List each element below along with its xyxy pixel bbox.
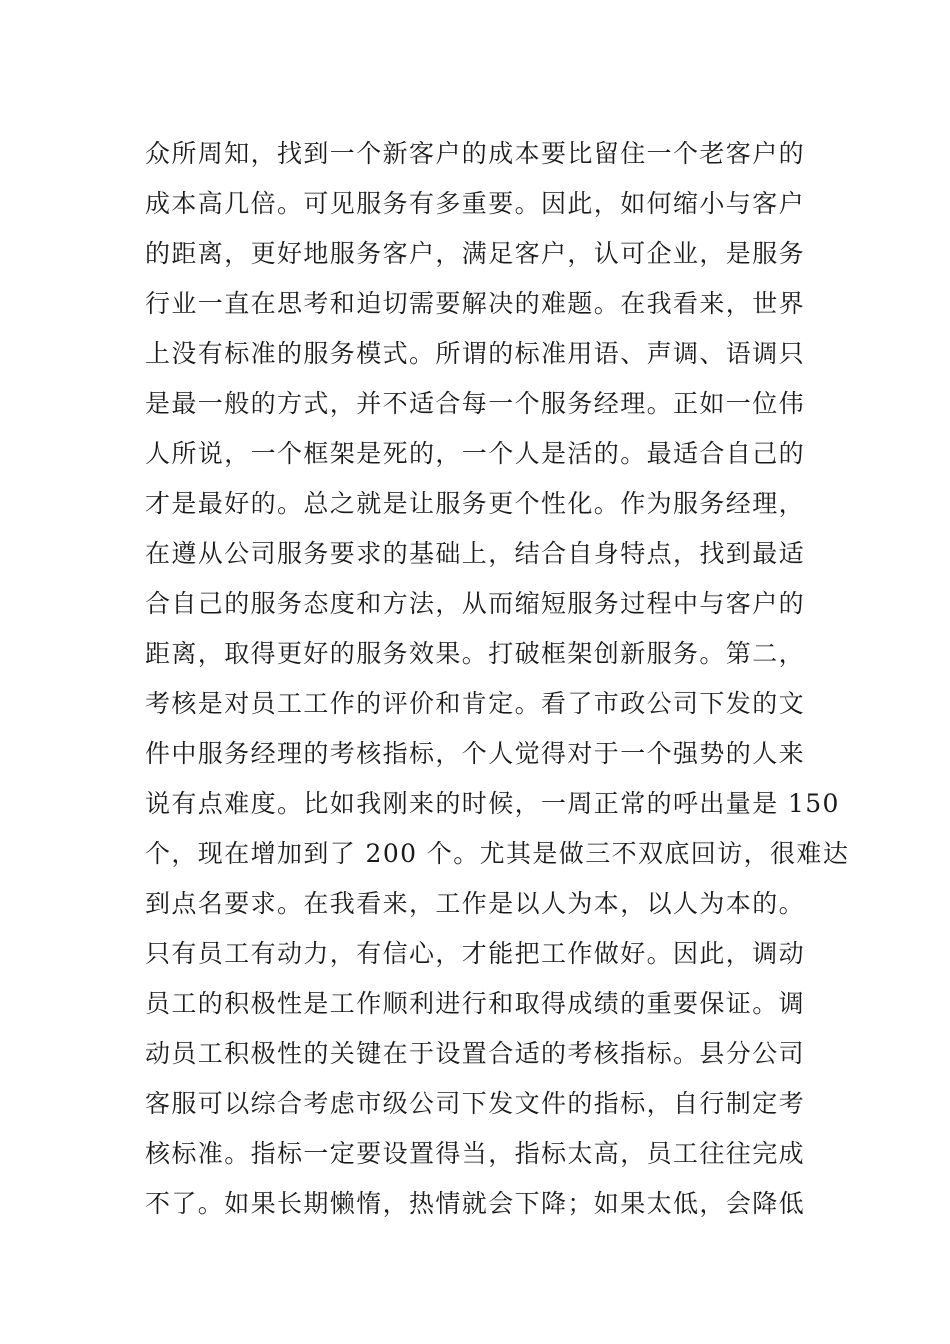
text-line: 只有员工有动力，有信心，才能把工作做好。因此，调动 [145,939,806,968]
text-line: 距离，取得更好的服务效果。打破框架创新服务。第二， [145,639,806,668]
text-line: 说有点难度。比如我刚来的时候，一周正常的呼出量是 150 [145,789,840,818]
text-line: 上没有标准的服务模式。所谓的标准用语、声调、语调只 [145,339,806,368]
text-line: 众所周知，找到一个新客户的成本要比留住一个老客户的 [145,139,806,168]
text-line: 到点名要求。在我看来，工作是以人为本，以人为本的。 [145,889,806,918]
text-line: 核标准。指标一定要设置得当，指标太高，员工往往完成 [145,1139,806,1168]
text-line: 不了。如果长期懒惰，热情就会下降；如果太低，会降低 [145,1189,806,1218]
text-line: 的距离，更好地服务客户，满足客户，认可企业，是服务 [145,239,806,268]
text-line: 才是最好的。总之就是让服务更个性化。作为服务经理， [145,489,806,518]
text-line: 考核是对员工工作的评价和肯定。看了市政公司下发的文 [145,689,806,718]
text-line: 动员工积极性的关键在于设置合适的考核指标。县分公司 [145,1039,806,1068]
text-line: 成本高几倍。可见服务有多重要。因此，如何缩小与客户 [145,189,806,218]
text-line: 件中服务经理的考核指标，个人觉得对于一个强势的人来 [145,739,806,768]
text-line: 人所说，一个框架是死的，一个人是活的。最适合自己的 [145,439,806,468]
text-line: 员工的积极性是工作顺利进行和取得成绩的重要保证。调 [145,989,806,1018]
text-line: 客服可以综合考虑市级公司下发文件的指标，自行制定考 [145,1089,806,1118]
text-line: 在遵从公司服务要求的基础上，结合自身特点，找到最适 [145,539,806,568]
text-line: 是最一般的方式，并不适合每一个服务经理。正如一位伟 [145,389,806,418]
text-line: 合自己的服务态度和方法，从而缩短服务过程中与客户的 [145,589,806,618]
text-line: 个，现在增加到了 200 个。尤其是做三不双底回访，很难达 [145,839,850,868]
text-line: 行业一直在思考和迫切需要解决的难题。在我看来，世界 [145,289,806,318]
body-paragraph [145,129,850,1229]
